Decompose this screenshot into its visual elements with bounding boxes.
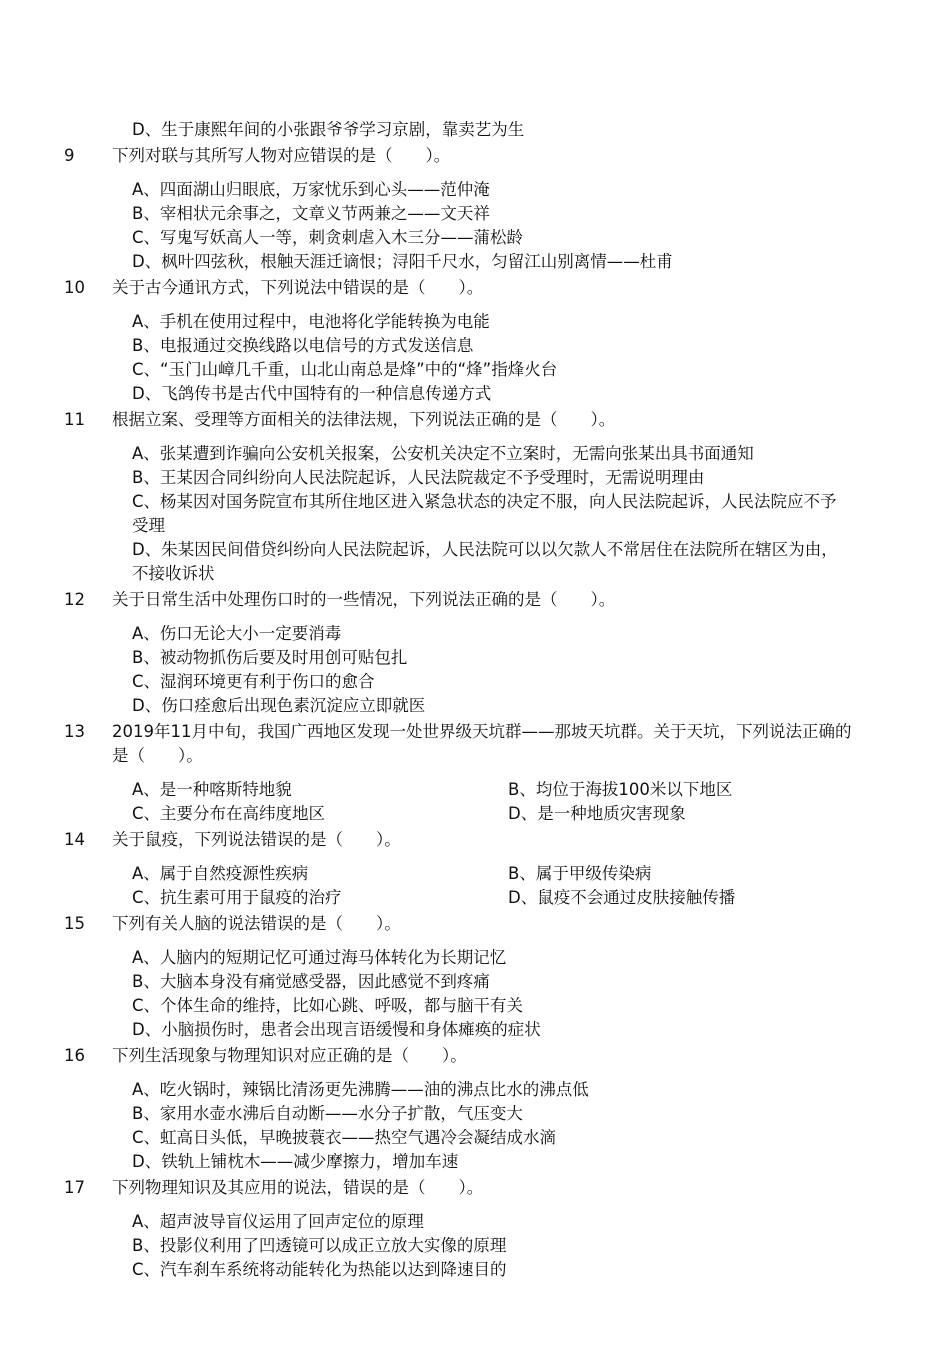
option-b: B、投影仪利用了凹透镜可以成正立放大实像的原理 bbox=[132, 1236, 507, 1255]
option-list bbox=[132, 946, 852, 1042]
option-list bbox=[132, 622, 852, 718]
question-number: 15 bbox=[64, 914, 85, 933]
question-stem: 关于古今通讯方式，下列说法中错误的是（ ）。 bbox=[112, 278, 484, 297]
question-number: 17 bbox=[64, 1178, 85, 1197]
option-c: C、个体生命的维持，比如心跳、呼吸，都与脑干有关 bbox=[132, 996, 524, 1015]
option-list bbox=[132, 178, 852, 274]
question-number: 10 bbox=[64, 278, 85, 297]
option-d: D、飞鸽传书是古代中国特有的一种信息传递方式 bbox=[132, 384, 492, 403]
option-list bbox=[132, 1210, 852, 1282]
option-d: D、鼠疫不会通过皮肤接触传播 bbox=[508, 888, 736, 907]
question-number: 12 bbox=[64, 590, 85, 609]
question-stem: 下列生活现象与物理知识对应正确的是（ ）。 bbox=[112, 1046, 467, 1065]
option-d: D、枫叶四弦秋，根触天涯迁谪恨；浔阳千尺水，匀留江山别离情——杜甫 bbox=[132, 252, 673, 271]
option-b: B、均位于海拔100米以下地区 bbox=[508, 780, 733, 799]
option-a: A、四面湖山归眼底，万家忧乐到心头——范仲淹 bbox=[132, 180, 490, 199]
option-list bbox=[132, 442, 852, 586]
question-stem: 根据立案、受理等方面相关的法律法规，下列说法正确的是（ ）。 bbox=[112, 410, 616, 429]
option-a: A、张某遭到诈骗向公安机关报案，公安机关决定不立案时，无需向张某出具书面通知 bbox=[132, 444, 754, 463]
option-c: C、抗生素可用于鼠疫的治疗 bbox=[132, 888, 342, 907]
option-a: A、人脑内的短期记忆可通过海马体转化为长期记忆 bbox=[132, 948, 507, 967]
question-number: 9 bbox=[64, 146, 75, 165]
option-list bbox=[132, 1078, 852, 1174]
option-a: A、是一种喀斯特地貌 bbox=[132, 780, 292, 799]
option-list bbox=[132, 862, 852, 910]
option-b: B、家用水壶水沸后自动断——水分子扩散，气压变大 bbox=[132, 1104, 523, 1123]
previous-question-option-d: D、生于康熙年间的小张跟爷爷学习京剧，靠卖艺为生 bbox=[132, 120, 525, 139]
option-c: C、虹高日头低，早晚披蓑衣——热空气遇冷会凝结成水滴 bbox=[132, 1128, 557, 1147]
question-number: 11 bbox=[64, 410, 85, 429]
option-b: B、宰相状元余事之，文章义节两兼之——文天祥 bbox=[132, 204, 490, 223]
option-b: B、电报通过交换线路以电信号的方式发送信息 bbox=[132, 336, 474, 355]
option-c: C、湿润环境更有利于伤口的愈合 bbox=[132, 672, 375, 691]
option-d: D、伤口痊愈后出现色素沉淀应立即就医 bbox=[132, 696, 426, 715]
question-stem: 2019年11月中旬，我国广西地区发现一处世界级天坑群——那坡天坑群。关于天坑，下列说法正确的是（ ）。 bbox=[112, 722, 852, 765]
option-b: B、王某因合同纠纷向人民法院起诉，人民法院裁定不予受理时，无需说明理由 bbox=[132, 468, 705, 487]
option-c: C、主要分布在高纬度地区 bbox=[132, 804, 326, 823]
question-stem: 下列对联与其所写人物对应错误的是（ ）。 bbox=[112, 146, 451, 165]
option-d: D、铁轨上铺枕木——减少摩擦力，增加车速 bbox=[132, 1152, 459, 1171]
question-stem: 下列物理知识及其应用的说法，错误的是（ ）。 bbox=[112, 1178, 484, 1197]
option-c: C、杨某因对国务院宣布其所住地区进入紧急状态的决定不服，向人民法院起诉，人民法院应不予受理 bbox=[132, 492, 837, 535]
question-stem: 下列有关人脑的说法错误的是（ ）。 bbox=[112, 914, 401, 933]
question-stem: 关于日常生活中处理伤口时的一些情况，下列说法正确的是（ ）。 bbox=[112, 590, 616, 609]
option-list bbox=[132, 310, 852, 406]
option-d: D、朱某因民间借贷纠纷向人民法院起诉，人民法院可以以欠款人不常居住在法院所在辖区为由，不接收诉状 bbox=[132, 540, 838, 583]
option-b: B、被动物抓伤后要及时用创可贴包扎 bbox=[132, 648, 408, 667]
option-c: C、“玉门山嶂几千重，山北山南总是烽”中的“烽”指烽火台 bbox=[132, 360, 558, 379]
option-a: A、吃火锅时，辣锅比清汤更先沸腾——油的沸点比水的沸点低 bbox=[132, 1080, 589, 1099]
option-d: D、是一种地质灾害现象 bbox=[508, 804, 686, 823]
question-stem: 关于鼠疫，下列说法错误的是（ ）。 bbox=[112, 830, 401, 849]
option-a: A、伤口无论大小一定要消毒 bbox=[132, 624, 342, 643]
option-a: A、手机在使用过程中，电池将化学能转换为电能 bbox=[132, 312, 490, 331]
question-number: 14 bbox=[64, 830, 85, 849]
question-number: 16 bbox=[64, 1046, 85, 1065]
option-list bbox=[132, 778, 852, 826]
option-c: C、写鬼写妖高人一等，刺贪刺虐入木三分——蒲松龄 bbox=[132, 228, 524, 247]
option-c: C、汽车刹车系统将动能转化为热能以达到降速目的 bbox=[132, 1260, 507, 1279]
option-d: D、小脑损伤时，患者会出现言语缓慢和身体瘫痪的症状 bbox=[132, 1020, 541, 1039]
option-a: A、超声波导盲仪运用了回声定位的原理 bbox=[132, 1212, 424, 1231]
option-a: A、属于自然疫源性疾病 bbox=[132, 864, 309, 883]
option-b: B、大脑本身没有痛觉感受器，因此感觉不到疼痛 bbox=[132, 972, 490, 991]
question-number: 13 bbox=[64, 722, 85, 741]
option-b: B、属于甲级传染病 bbox=[508, 864, 652, 883]
